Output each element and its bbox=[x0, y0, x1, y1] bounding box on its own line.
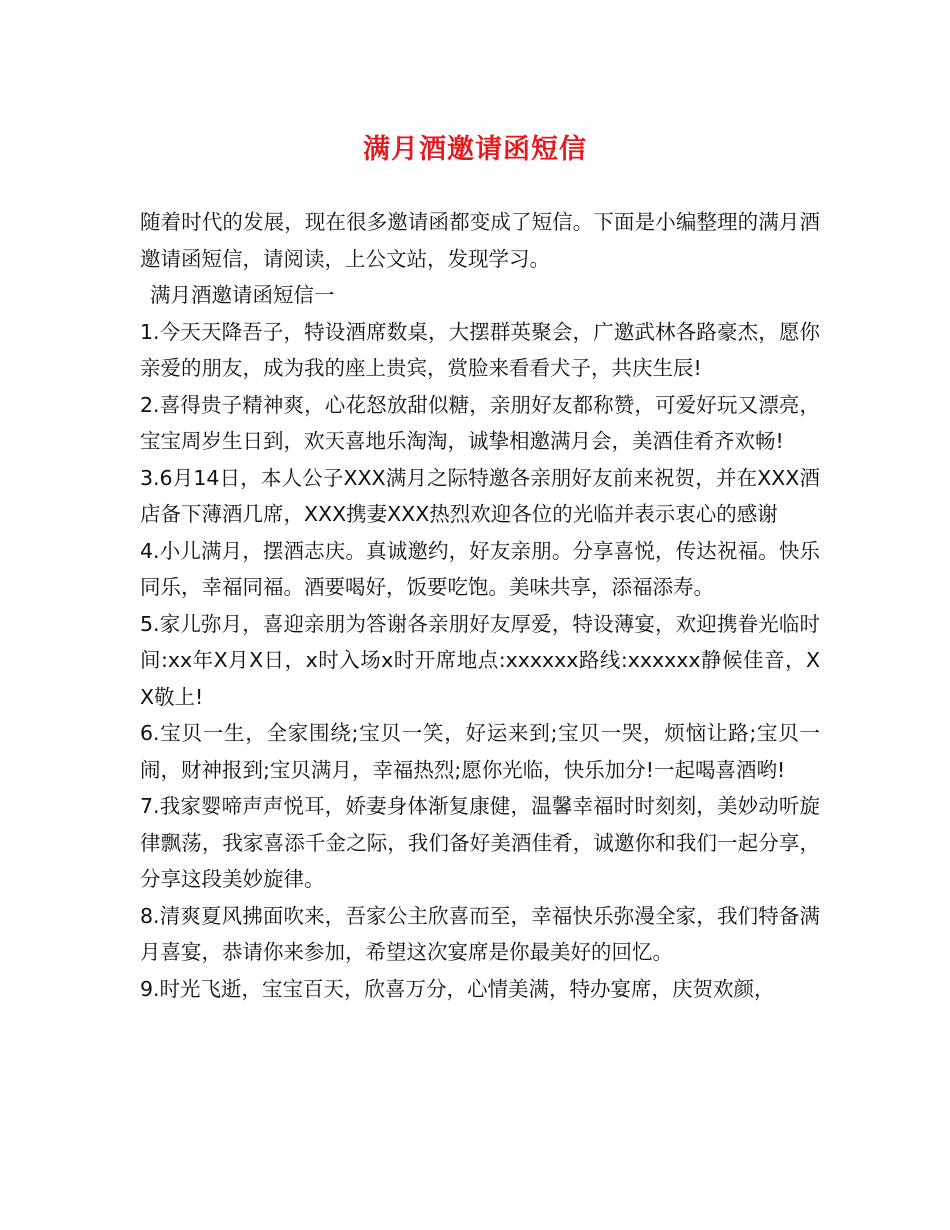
list-item-2: 2.喜得贵子精神爽，心花怒放甜似糖，亲朋好友都称赞，可爱好玩又漂亮，宝宝周岁生日到，欢天喜地乐淘淘，诚挚相邀满月会，美酒佳肴齐欢畅! bbox=[140, 392, 820, 453]
section-heading: 满月酒邀请函短信一 bbox=[150, 283, 335, 307]
list-item-4: 4.小儿满月，摆酒志庆。真诚邀约，好友亲朋。分享喜悦，传达祝福。快乐同乐，幸福同福。酒要喝好，饭要吃饱。美味共享，添福添寿。 bbox=[140, 538, 820, 599]
list-item-3: 3.6月14日，本人公子XXX满月之际特邀各亲朋好友前来祝贺，并在XXX酒店备下薄酒几席，XXX携妻XXX热烈欢迎各位的光临并表示衷心的感谢 bbox=[140, 465, 820, 526]
list-item-6: 6.宝贝一生，全家围绕;宝贝一笑，好运来到;宝贝一哭，烦恼让路;宝贝一闹，财神报到;宝贝满月，幸福热烈;愿你光临，快乐加分!一起喝喜酒哟! bbox=[140, 721, 820, 782]
list-item-7: 7.我家婴啼声声悦耳，娇妻身体渐复康健，温馨幸福时时刻刻，美妙动听旋律飘荡，我家喜添千金之际，我们备好美酒佳肴，诚邀你和我们一起分享，分享这段美妙旋律。 bbox=[140, 794, 820, 891]
document-body bbox=[140, 204, 820, 1007]
list-item-5: 5.家儿弥月，喜迎亲朋为答谢各亲朋好友厚爱，特设薄宴，欢迎携眷光临时间:xx年X月X日，x时入场x时开席地点:xxxxxx路线:xxxxxx静候佳音，XX敬上! bbox=[140, 611, 820, 709]
list-item-8: 8.清爽夏风拂面吹来，吾家公主欣喜而至，幸福快乐弥漫全家，我们特备满月喜宴，恭请你来参加，希望这次宴席是你最美好的回忆。 bbox=[140, 903, 820, 964]
intro-paragraph: 随着时代的发展，现在很多邀请函都变成了短信。下面是小编整理的满月酒邀请函短信，请阅读，上公文站，发现学习。 bbox=[140, 210, 820, 271]
document-title: 满月酒邀请函短信 bbox=[363, 134, 587, 165]
list-item-1: 1.今天天降吾子，特设酒席数桌，大摆群英聚会，广邀武林各路豪杰，愿你亲爱的朋友，成为我的座上贵宾，赏脸来看看犬子，共庆生辰! bbox=[140, 319, 820, 380]
list-item-9: 9.时光飞逝，宝宝百天，欣喜万分，心情美满，特办宴席，庆贺欢颜， bbox=[140, 976, 775, 1001]
